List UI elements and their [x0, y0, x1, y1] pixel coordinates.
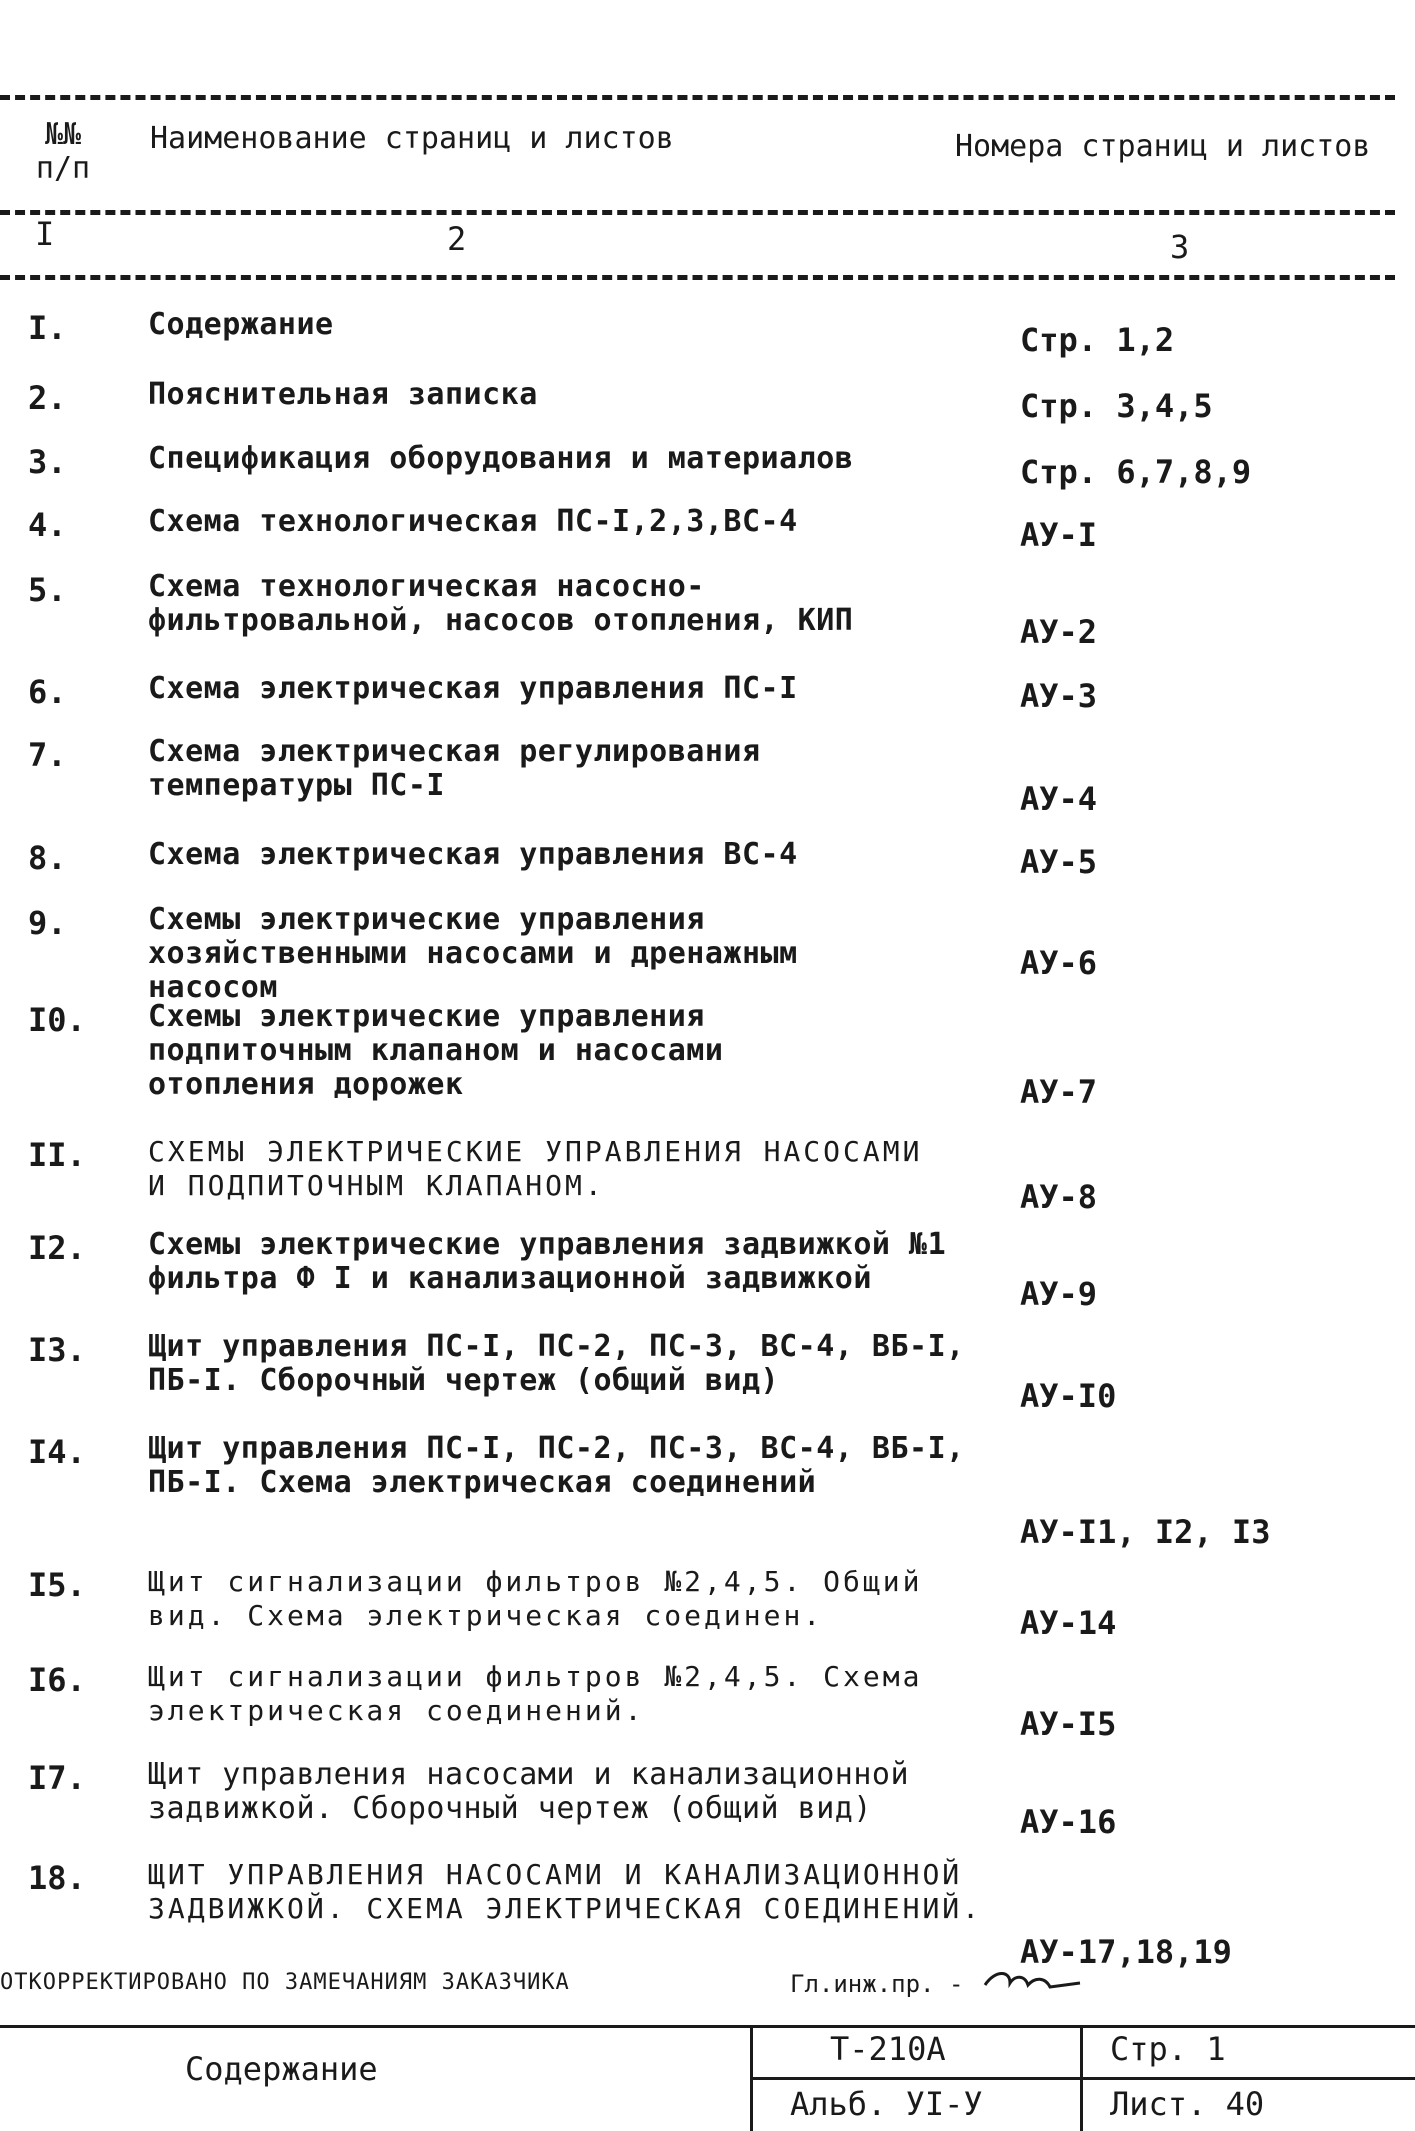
row-title: Схема технологическая насосно-фильтровальной, насосов отопления, КИП [148, 569, 854, 638]
col1-number: I [35, 215, 55, 253]
row-title: Схема технологическая ПС-I,2,3,ВС-4 [148, 504, 798, 539]
row-number: I2. [28, 1229, 86, 1267]
row-number: 5. [28, 571, 67, 609]
row-number: I4. [28, 1433, 86, 1471]
row-title: Схема электрическая управления ВС-4 [148, 837, 798, 872]
row-number: I7. [28, 1759, 86, 1797]
row-pages: АУ-I5 [1020, 1705, 1117, 1743]
row-pages: Стр. 6,7,8,9 [1020, 453, 1252, 491]
stamp-top-line [0, 2025, 1415, 2028]
row-pages: АУ-14 [1020, 1604, 1117, 1642]
row-number: I3. [28, 1331, 86, 1369]
row-pages: АУ-9 [1020, 1275, 1098, 1313]
row-title: Схемы электрические управления задвижкой №1 фильтра Ф I и канализационной задвижкой [148, 1227, 947, 1296]
row-number: I0. [28, 1001, 86, 1039]
row-number: 4. [28, 506, 67, 544]
row-number: 3. [28, 443, 67, 481]
stamp-title: Содержание [185, 2050, 378, 2088]
row-number: I6. [28, 1661, 86, 1699]
row-number: 8. [28, 839, 67, 877]
row-title: Щит управления ПС-I, ПС-2, ПС-3, ВС-4, ВБ-I, ПБ-I. Схема электрическая соединений [148, 1431, 965, 1500]
row-pages: Стр. 1,2 [1020, 321, 1175, 359]
header-top-rule [0, 95, 1395, 100]
row-pages: АУ-3 [1020, 677, 1098, 715]
col-name-header: Наименование страниц и листов [150, 121, 674, 156]
col3-number: 3 [1170, 228, 1190, 266]
chief-engineer-label: Гл.инж.пр. - [790, 1970, 964, 1998]
row-pages: АУ-6 [1020, 944, 1098, 982]
row-pages: АУ-5 [1020, 843, 1098, 881]
row-pages: АУ-I0 [1020, 1377, 1117, 1415]
row-title: Щит управления насосами и канализационной задвижкой. Сборочный чертеж (общий вид) [148, 1757, 910, 1826]
row-pages: АУ-I1, I2, I3 [1020, 1513, 1271, 1551]
row-number: I5. [28, 1566, 86, 1604]
row-number: II. [28, 1136, 86, 1174]
row-title: Щит сигнализации фильтров №2,4,5. Общий вид. Схема электрическая соединен. [148, 1565, 923, 1632]
row-title: СХЕМЫ ЭЛЕКТРИЧЕСКИЕ УПРАВЛЕНИЯ НАСОСАМИ И ПОДПИТОЧНЫМ КЛАПАНОМ. [148, 1135, 923, 1202]
row-pages: Стр. 3,4,5 [1020, 387, 1213, 425]
col2-number: 2 [447, 220, 467, 258]
row-pages: АУ-7 [1020, 1073, 1098, 1111]
row-pages: АУ-8 [1020, 1178, 1098, 1216]
album-label: Альб. УI-У [790, 2085, 983, 2123]
row-pages: АУ-16 [1020, 1803, 1117, 1841]
stamp-mid-line [750, 2077, 1415, 2080]
row-title: Щит сигнализации фильтров №2,4,5. Схема электрическая соединений. [148, 1660, 923, 1727]
row-title: Пояснительная записка [148, 377, 538, 412]
row-number: 2. [28, 379, 67, 417]
row-pages: АУ-4 [1020, 780, 1098, 818]
signature [980, 1965, 1090, 1995]
row-number: 18. [28, 1859, 86, 1897]
header-bottom-rule [0, 275, 1395, 280]
col-pages-header: Номера страниц и листов [955, 129, 1371, 164]
row-title: Щит управления ПС-I, ПС-2, ПС-3, ВС-4, ВБ-I, ПБ-I. Сборочный чертеж (общий вид) [148, 1329, 965, 1398]
doc-code: Т-210А [830, 2030, 946, 2068]
row-number: 7. [28, 736, 67, 774]
row-title: Схема электрическая управления ПС-I [148, 671, 798, 706]
row-title: ЩИТ УПРАВЛЕНИЯ НАСОСАМИ И КАНАЛИЗАЦИОННОЙ ЗАДВИЖКОЙ. СХЕМА ЭЛЕКТРИЧЕСКАЯ СОЕДИНЕНИЙ. [148, 1858, 983, 1925]
sheet-label: Стр. 1 [1110, 2030, 1226, 2068]
correction-note: ОТКОРРЕКТИРОВАНО ПО ЗАМЕЧАНИЯМ ЗАКАЗЧИКА [0, 1970, 570, 1995]
sheet-count: Лист. 40 [1110, 2085, 1265, 2123]
row-title: Схемы электрические управления хозяйственными насосами и дренажным насосом [148, 902, 798, 1005]
col-number-header: №№ п/п [35, 117, 91, 186]
header-mid-rule [0, 210, 1395, 215]
row-title: Схема электрическая регулирования температуры ПС-I [148, 734, 761, 803]
row-pages: АУ-2 [1020, 613, 1098, 651]
row-pages: АУ-17,18,19 [1020, 1933, 1232, 1971]
row-title: Спецификация оборудования и материалов [148, 441, 854, 476]
row-title: Содержание [148, 307, 334, 342]
row-number: 6. [28, 673, 67, 711]
row-pages: АУ-I [1020, 516, 1098, 554]
row-number: I. [28, 309, 67, 347]
row-title: Схемы электрические управления подпиточным клапаном и насосами отопления дорожек [148, 999, 724, 1102]
row-number: 9. [28, 904, 67, 942]
